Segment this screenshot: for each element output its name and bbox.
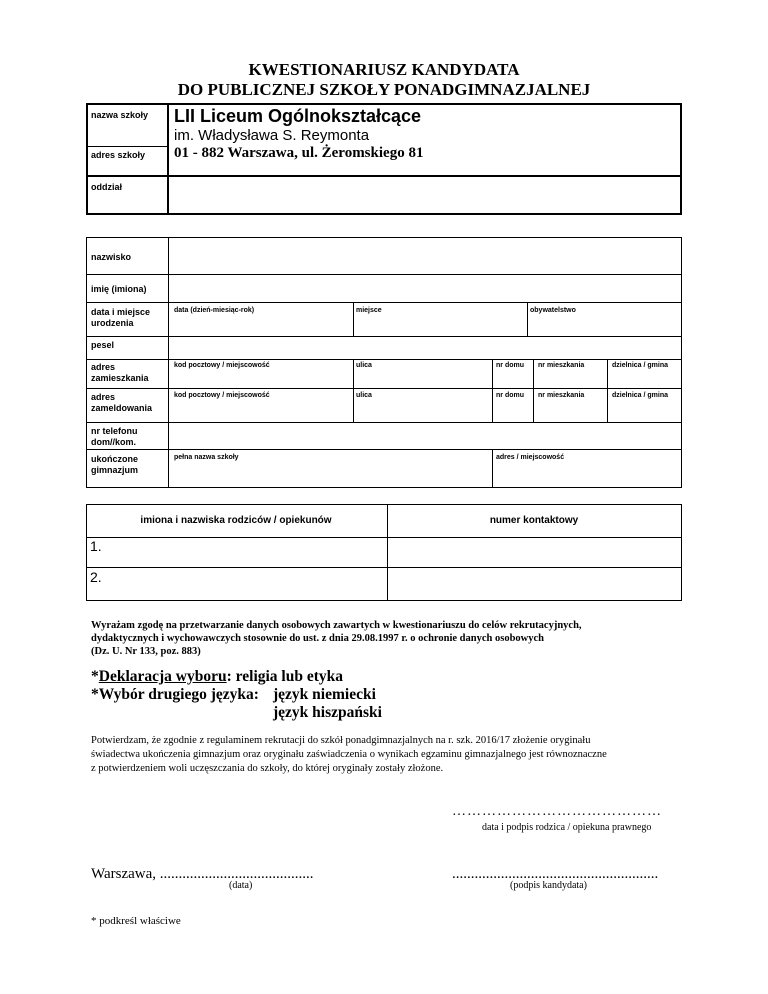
parent-signature-caption: data i podpis rodzica / opiekuna prawnego: [482, 822, 652, 833]
birth-date-hint[interactable]: data (dzień-miesiąc-rok): [174, 307, 255, 314]
school-name-value: LII Liceum Ogólnokształcące: [174, 106, 422, 126]
school-address-value: 01 - 882 Warszawa, ul. Żeromskiego 81: [174, 145, 424, 161]
birth-place-hint[interactable]: miejsce: [356, 307, 382, 314]
registered-street-hint[interactable]: ulica: [356, 392, 372, 399]
consent-line-1: Wyrażam zgodę na przetwarzanie danych osobowych zawartych w kwestionariuszu do celów rekrutacyjnych,: [91, 620, 582, 631]
candidate-signature-caption: (podpis kandydata): [510, 880, 587, 891]
parent-row-2-number: 2.: [90, 569, 102, 585]
residence-district-hint[interactable]: dzielnica / gmina: [612, 362, 669, 369]
registered-flat-hint[interactable]: nr mieszkania: [538, 392, 585, 399]
surname-field[interactable]: [169, 238, 681, 273]
consent-line-3: (Dz. U. Nr 133, poz. 883): [91, 646, 201, 657]
residence-postal-hint[interactable]: kod pocztowy / miejscowość: [174, 362, 270, 369]
footnote: * podkreśl właściwe: [91, 915, 181, 927]
birth-label: data i miejsce urodzenia: [91, 307, 151, 328]
declaration-star: *: [91, 668, 99, 685]
registered-postal-hint[interactable]: kod pocztowy / miejscowość: [174, 392, 270, 399]
declaration-line-1: [91, 668, 343, 686]
date-caption: (data): [229, 880, 253, 891]
gym-name-hint[interactable]: pełna nazwa szkoły: [174, 454, 239, 461]
parent-row-1-number: 1.: [90, 538, 102, 554]
declaration-value[interactable]: : religia lub etyka: [226, 668, 344, 685]
language-option-german[interactable]: język niemiecki: [273, 686, 376, 703]
phone-field[interactable]: [169, 423, 681, 448]
gym-label: ukończone gimnazjum: [91, 454, 139, 475]
consent-text: [91, 619, 582, 658]
branch-label: oddział: [91, 182, 122, 192]
parents-contact-header: numer kontaktowy: [489, 515, 579, 526]
confirmation-line-2: świadectwa ukończenia gimnazjum oraz oryginału zaświadczenia o wynikach egzaminu gimnazjalnego jest równoznaczne: [91, 749, 607, 760]
citizenship-hint[interactable]: obywatelstwo: [530, 307, 576, 314]
parents-names-header: imiona i nazwiska rodziców / opiekunów: [140, 515, 332, 526]
language-label: *Wybór drugiego języka:: [91, 686, 259, 703]
pesel-label: pesel: [91, 340, 115, 350]
residence-street-hint[interactable]: ulica: [356, 362, 372, 369]
firstname-label: imię (imiona): [91, 284, 147, 294]
residence-label: adres zamieszkania: [91, 362, 149, 383]
parent-1-contact-field[interactable]: [388, 537, 680, 565]
gym-address-hint[interactable]: adres / miejscowość: [496, 454, 565, 461]
confirmation-line-3: z potwierdzeniem woli uczęszczania do szkoły, do której oryginały zostały złożone.: [91, 763, 444, 774]
parent-1-name-field[interactable]: [108, 537, 384, 565]
place-date-line[interactable]: Warszawa, .........................................: [91, 866, 314, 882]
consent-line-2: dydaktycznych i wychowawczych stosownie do ust. z dnia 29.08.1997 r. o ochronie danych osobowych: [91, 633, 544, 644]
firstname-field[interactable]: [169, 274, 681, 301]
form-title-line2: DO PUBLICZNEJ SZKOŁY PONADGIMNAZJALNEJ: [177, 80, 591, 99]
residence-flat-hint[interactable]: nr mieszkania: [538, 362, 585, 369]
parent-signature-line[interactable]: ……………………………………: [452, 804, 662, 819]
language-option-spanish[interactable]: język hiszpański: [273, 704, 382, 721]
confirmation-line-1: Potwierdzam, że zgodnie z regulaminem rekrutacji do szkół ponadgimnazjalnych na r. szk. 2016/17 złożenie oryginału: [91, 735, 591, 746]
school-name-label: nazwa szkoły: [91, 110, 149, 120]
registered-district-hint[interactable]: dzielnica / gmina: [612, 392, 669, 399]
phone-label: nr telefonu dom//kom.: [91, 426, 138, 447]
candidate-signature-line[interactable]: .......................................................: [452, 866, 659, 882]
declaration-label: Deklaracja wyboru: [98, 668, 227, 685]
pesel-field[interactable]: [169, 336, 681, 358]
school-address-label: adres szkoły: [91, 150, 146, 160]
school-name-sub: im. Władysława S. Reymonta: [174, 127, 370, 144]
residence-house-hint[interactable]: nr domu: [496, 362, 524, 369]
parent-2-contact-field[interactable]: [388, 567, 680, 599]
confirmation-text: [91, 734, 607, 776]
registered-label: adres zameldowania: [91, 392, 153, 413]
form-title-line1: KWESTIONARIUSZ KANDYDATA: [248, 60, 520, 79]
parent-2-name-field[interactable]: [108, 567, 384, 599]
branch-field[interactable]: [168, 174, 680, 213]
registered-house-hint[interactable]: nr domu: [496, 392, 524, 399]
surname-label: nazwisko: [91, 252, 132, 262]
